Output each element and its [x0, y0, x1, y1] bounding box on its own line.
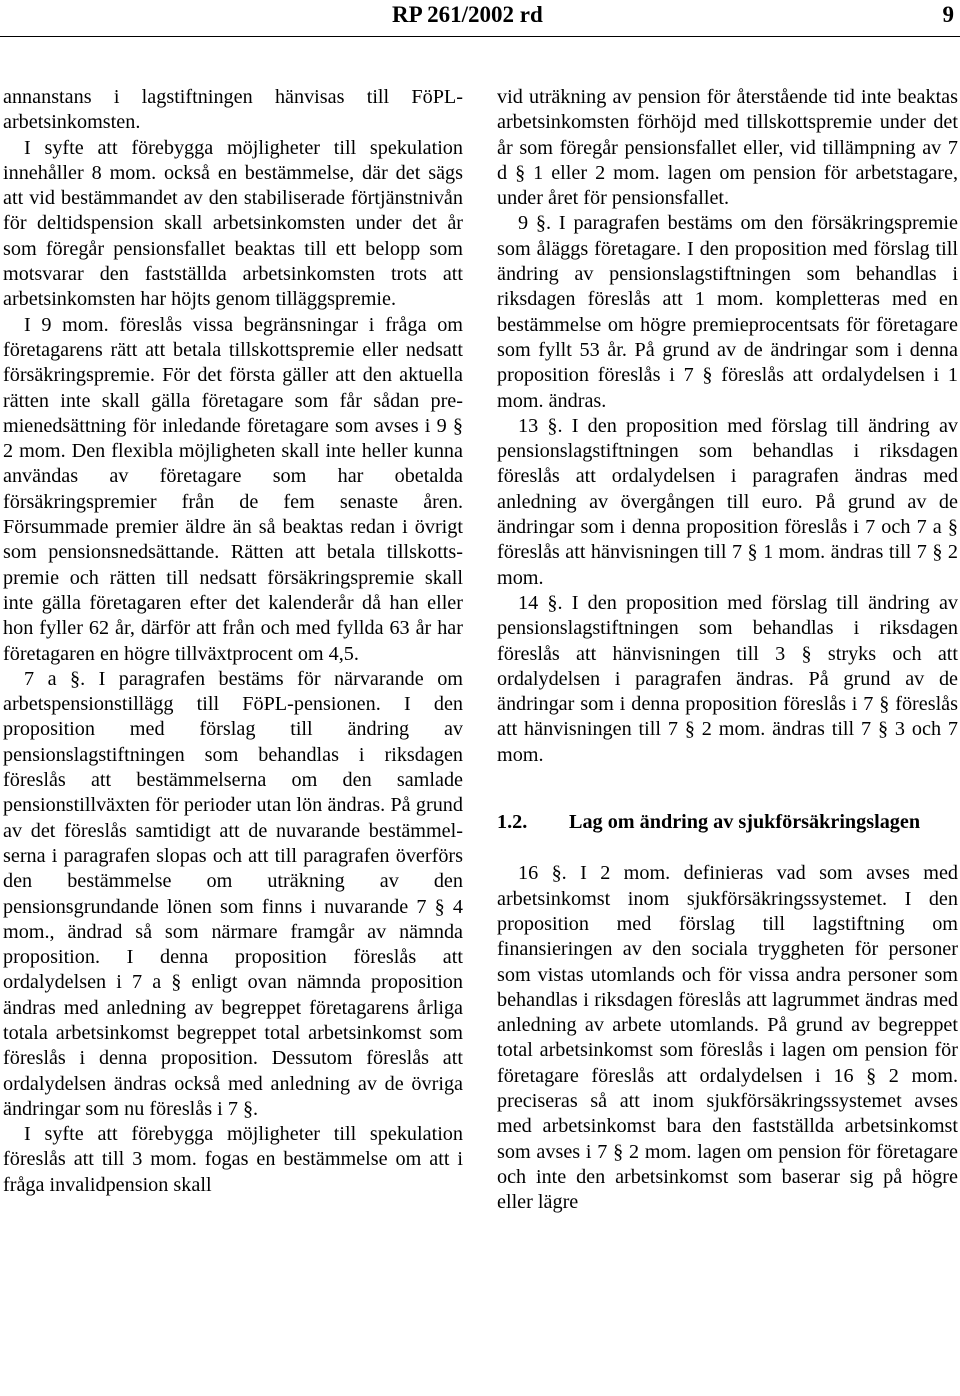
- page-header: [0, 0, 960, 36]
- section-title: Lag om ändring av sjukförsäkringslagen: [569, 811, 921, 834]
- left-text-column: [3, 85, 463, 1198]
- right-paragraph-3: 13 §. I den proposition med förslag till ändring av pensionslagstiftningen som behandlas i riksdagen föreslås att ordalydelsen i paragrafen ändras med anledning av övergången till euro. På grund av de ändringar som i denna proposition föreslås i 7 och 7 a § föreslås att hänvisningen till 7 § 1 mom. ändras till 7 § 2 mom.: [497, 414, 958, 589]
- right-paragraph-4: 14 §. I den proposition med förslag till ändring av pensionslagstiftningen som behandlas i riksdagen föreslås att hänvisningen till 3 § stryks och att ordalydelsen i paragrafen ändras. På grund av de ändringar som i denna proposition föreslås i 7 § föreslås att hänvisningen till 7 § 2 mom. ändras till 7 § 3 och 7 mom.: [497, 591, 958, 766]
- right-paragraph-2: 9 §. I paragrafen bestäms om den försäkringspremie som åläggs företagare. I den proposition med förslag till ändring av pensionslagstiftningen som behandlas i riksdagen föreslås att 1 mom. kompletteras med en bestämmelse om högre premieprocentsats för företagare som fyllt 53 år. På grund av de ändringar som i denna proposition föreslås i 7 § föreslås att ordalydelsen i 1 mom. ändras.: [497, 212, 958, 412]
- section-heading: [497, 810, 958, 835]
- left-paragraph-2: I syfte att förebygga möjligheter till spekulation innehåller 8 mom. också en bestämmelse, där det sägs att vid bestämmandet av den stabiliserade förtjänstnivån för deltidspension skall arbetsinkomsten under det år som föregår pensionsfallet beaktas till ett belopp som motsvarar den fastställda arbetsinkomsten trots att arbetsinkomsten har höjts genom tilläggspremie.: [3, 136, 463, 311]
- left-paragraph-4: 7 a §. I paragrafen bestäms för närvarande om arbetspensionstillägg till FöPL-pensionen. I den proposition med förslag till ändring av pensionslagstiftningen som behandlas i riksdagen föreslås att bestämmelserna om den samlade pensionstillväxten för perioder utan lön ändras. På grund av det föreslås samtidigt att de nuvarande bestämmelserna i paragrafen slopas och att till paragrafen överförs den bestämmelse om uträkning av den pensionsgrundande lönen som finns i nuvarande 7 § 4 mom., ändrad så som närmare framgår av nämnda proposition. I denna proposition föreslås att ordalydelsen i 7 a § enligt ovan nämnda proposition ändras med anledning av begreppet företagarens årliga totala arbetsinkomst begreppet total arbetsinkomst som föreslås i denna proposition. Dessutom föreslås att ordalydelsen ändras också med anledning av de övriga ändringar som nu föreslås i 7 §.: [3, 667, 463, 1120]
- page-number: 9: [942, 2, 954, 27]
- section-number: 1.2.: [497, 811, 528, 834]
- right-paragraph-1: vid uträkning av pension för återstående tid inte beaktas arbetsinkomsten förhöjd med tillskottspremie under det år som föregår pensionsfallet eller, vid tillämpning av 7 d § 1 eller 2 mom. lagen om pension för arbetstagare, under året för pensionsfallet.: [497, 86, 958, 210]
- left-paragraph-1: annanstans i lagstiftningen hänvisas till FöPL-arbetsinkomsten.: [3, 86, 463, 134]
- header-divider: [0, 36, 960, 37]
- right-paragraph-5: 16 §. I 2 mom. definieras vad som avses med arbetsinkomst inom sjukförsäkringssystemet. I den proposition med förslag till lagstiftning om finansieringen av den sociala tryggheten för personer som vistas utomlands och för vissa andra personer som behandlas i riksdagen föreslås att lagrummet ändras med anledning av arbete utomlands. På grund av begreppet total arbetsinkomst som föreslås i lagen om pension för företagare föreslås att ordalydelsen i 16 § 2 mom. preciseras så att inom sjukförsäkringssystemet avses med arbetsinkomst bara den fastställda arbetsinkomst som avses i 7 § 2 mom. lagen om pension för företagare och inte den arbetsinkomst som baserar sig på högre eller lägre: [497, 862, 958, 1214]
- document-reference: RP 261/2002 rd: [392, 2, 543, 27]
- left-paragraph-3: I 9 mom. föreslås vissa begränsningar i fråga om företagarens rätt att betala tillskottspremie eller nedsatt försäkringspremie. För det första gäller att den aktuella rätten inte skall gälla företagare som får sådan premienedsättning för inledande företagare som avses i 9 § 2 mom. Den flexibla möjligheten skall inte heller kunna användas av företagare som har obetalda försäkringspremier från de fem senaste åren. Försummade premier äldre än så beaktas redan i övrigt som pensionsnedsättande. Rätten att betala tillskottspremie och rätten till nedsatt försäkringspremie skall inte gälla företagaren efter det kalenderår då han eller hon fyller 62 år, därför att från och med fyllda 63 år har företagaren en högre tillväxtprocent om 4,5.: [3, 313, 463, 665]
- right-text-column: [497, 85, 958, 1215]
- left-paragraph-5: I syfte att förebygga möjligheter till spekulation föreslås att till 3 mom. fogas en bestämmelse om att i fråga invalidpension skall: [3, 1123, 463, 1196]
